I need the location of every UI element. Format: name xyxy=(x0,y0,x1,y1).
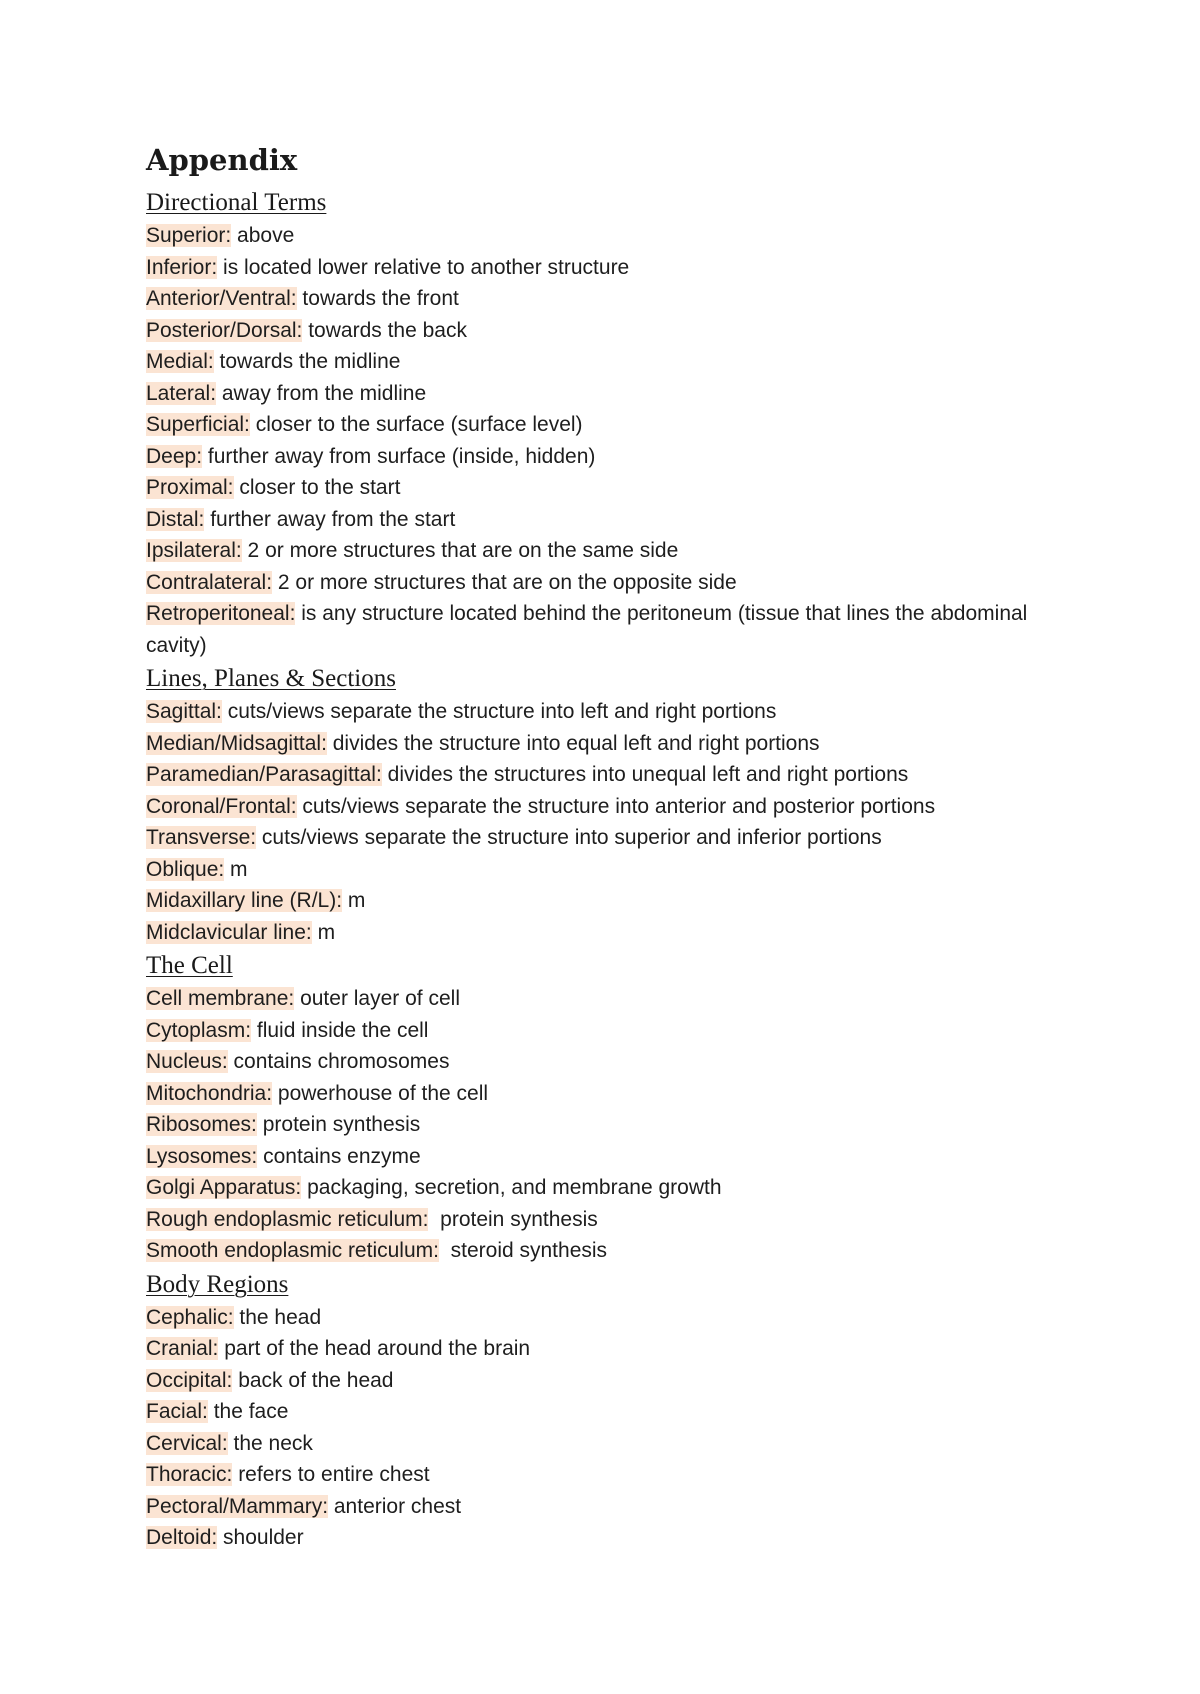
glossary-entry xyxy=(146,854,1046,886)
sections-container xyxy=(146,186,1046,1554)
glossary-entry xyxy=(146,728,1046,760)
glossary-term: Sagittal: xyxy=(146,700,222,723)
glossary-definition: contains enzyme xyxy=(257,1144,421,1168)
glossary-definition: further away from surface (inside, hidden) xyxy=(202,444,596,468)
glossary-definition: powerhouse of the cell xyxy=(272,1081,489,1105)
glossary-entry xyxy=(146,1109,1046,1141)
glossary-term: Transverse: xyxy=(146,826,257,849)
glossary-entry xyxy=(146,983,1046,1015)
glossary-term: Inferior: xyxy=(146,255,218,279)
glossary-term: Superior: xyxy=(146,224,232,247)
glossary-entry xyxy=(146,1491,1046,1523)
glossary-definition: 2 or more structures that are on the opposite side xyxy=(272,570,737,594)
glossary-entry xyxy=(146,1333,1046,1365)
glossary-term: Golgi Apparatus: xyxy=(146,1176,302,1199)
document-page xyxy=(146,140,1046,1554)
glossary-entry xyxy=(146,696,1046,728)
glossary-entry xyxy=(146,917,1046,949)
glossary-term: Midaxillary line (R/L): xyxy=(146,889,343,912)
glossary-entry xyxy=(146,1459,1046,1491)
glossary-definition: back of the head xyxy=(232,1368,394,1392)
glossary-entry xyxy=(146,1078,1046,1110)
glossary-entry xyxy=(146,1046,1046,1078)
glossary-definition: towards the back xyxy=(302,318,467,342)
glossary-term: Nucleus: xyxy=(146,1050,228,1073)
glossary-entry xyxy=(146,346,1046,378)
glossary-definition: protein synthesis xyxy=(256,1113,421,1136)
glossary-definition: away from the midline xyxy=(216,381,427,405)
glossary-definition: towards the front xyxy=(296,287,459,310)
glossary-definition: above xyxy=(231,224,295,247)
glossary-definition: anterior chest xyxy=(328,1494,462,1518)
glossary-term: Anterior/Ventral: xyxy=(146,287,297,310)
glossary-term: Lysosomes: xyxy=(146,1144,258,1168)
glossary-entry xyxy=(146,504,1046,536)
glossary-definition: closer to the surface (surface level) xyxy=(249,413,583,436)
section xyxy=(146,662,1046,948)
glossary-entry xyxy=(146,1204,1046,1236)
glossary-term: Cervical: xyxy=(146,1431,228,1455)
glossary-definition: the head xyxy=(233,1305,322,1329)
glossary-entry xyxy=(146,567,1046,599)
glossary-term: Thoracic: xyxy=(146,1463,233,1486)
glossary-definition: refers to entire chest xyxy=(232,1463,430,1486)
glossary-definition: 2 or more structures that are on the same side xyxy=(241,539,679,562)
glossary-entry xyxy=(146,220,1046,252)
glossary-definition: further away from the start xyxy=(204,507,456,531)
glossary-term: Mitochondria: xyxy=(146,1081,273,1105)
glossary-entry xyxy=(146,1015,1046,1047)
glossary-term: Facial: xyxy=(146,1400,208,1423)
section xyxy=(146,1268,1046,1554)
glossary-entry xyxy=(146,1396,1046,1428)
glossary-term: Cranial: xyxy=(146,1337,219,1360)
glossary-definition: fluid inside the cell xyxy=(251,1018,429,1042)
glossary-entry xyxy=(146,598,1046,661)
glossary-definition: towards the midline xyxy=(213,350,401,373)
glossary-entry xyxy=(146,535,1046,567)
glossary-term: Occipital: xyxy=(146,1368,233,1392)
glossary-definition: m xyxy=(311,920,336,944)
glossary-definition: contains chromosomes xyxy=(227,1050,450,1073)
glossary-entry xyxy=(146,283,1046,315)
section xyxy=(146,949,1046,1267)
glossary-term: Cell membrane: xyxy=(146,987,295,1010)
glossary-term: Superficial: xyxy=(146,413,250,436)
glossary-term: Deep: xyxy=(146,444,203,468)
section-heading: Body Regions xyxy=(146,1270,289,1298)
glossary-term: Ipsilateral: xyxy=(146,539,242,562)
glossary-definition: protein synthesis xyxy=(428,1207,598,1231)
glossary-term: Pectoral/Mammary: xyxy=(146,1494,329,1518)
section xyxy=(146,186,1046,661)
glossary-definition: packaging, secretion, and membrane growth xyxy=(301,1176,722,1199)
glossary-entry xyxy=(146,1522,1046,1554)
glossary-definition: shoulder xyxy=(217,1526,304,1549)
glossary-definition: the neck xyxy=(227,1431,313,1455)
glossary-entry xyxy=(146,315,1046,347)
glossary-term: Ribosomes: xyxy=(146,1113,257,1136)
glossary-term: Median/Midsagittal: xyxy=(146,731,327,755)
glossary-entry xyxy=(146,378,1046,410)
glossary-definition: steroid synthesis xyxy=(438,1239,608,1262)
glossary-definition: m xyxy=(224,857,248,881)
glossary-entry xyxy=(146,409,1046,441)
glossary-definition: cuts/views separate the structure into superior and inferior portions xyxy=(256,826,882,849)
glossary-entry xyxy=(146,885,1046,917)
glossary-entry xyxy=(146,441,1046,473)
glossary-entry xyxy=(146,822,1046,854)
glossary-term: Retroperitoneal: xyxy=(146,602,296,625)
glossary-term: Paramedian/Parasagittal: xyxy=(146,763,382,786)
section-heading: The Cell xyxy=(146,952,233,979)
glossary-definition: outer layer of cell xyxy=(294,987,460,1010)
section-heading: Lines, Planes & Sections xyxy=(146,665,396,692)
glossary-term: Posterior/Dorsal: xyxy=(146,318,303,342)
glossary-term: Midclavicular line: xyxy=(146,920,312,944)
glossary-term: Oblique: xyxy=(146,857,225,881)
glossary-definition: cuts/views separate the structure into left and right portions xyxy=(221,700,777,723)
glossary-definition: divides the structure into equal left and right portions xyxy=(326,731,820,755)
glossary-entry xyxy=(146,759,1046,791)
glossary-definition: is any structure located behind the peritoneum (tissue that lines the abdominal cavity) xyxy=(146,602,1034,657)
glossary-definition: is located lower relative to another structure xyxy=(217,255,630,279)
glossary-term: Cephalic: xyxy=(146,1305,234,1329)
section-heading: Directional Terms xyxy=(146,189,327,216)
glossary-entry xyxy=(146,1302,1046,1334)
glossary-definition: divides the structures into unequal left and right portions xyxy=(381,763,909,786)
glossary-term: Cytoplasm: xyxy=(146,1018,252,1042)
glossary-term: Proximal: xyxy=(146,476,234,499)
glossary-entry xyxy=(146,1365,1046,1397)
glossary-definition: closer to the start xyxy=(233,476,401,499)
glossary-entry xyxy=(146,1235,1046,1267)
page-title: Appendix xyxy=(146,143,298,177)
glossary-definition: the face xyxy=(207,1400,289,1423)
glossary-definition: m xyxy=(342,889,366,912)
glossary-term: Distal: xyxy=(146,507,205,531)
glossary-term: Lateral: xyxy=(146,381,217,405)
glossary-entry xyxy=(146,1428,1046,1460)
glossary-term: Coronal/Frontal: xyxy=(146,794,297,818)
glossary-entry xyxy=(146,1141,1046,1173)
glossary-entry xyxy=(146,472,1046,504)
glossary-entry xyxy=(146,791,1046,823)
glossary-entry xyxy=(146,1172,1046,1204)
glossary-term: Rough endoplasmic reticulum: xyxy=(146,1207,429,1231)
glossary-term: Contralateral: xyxy=(146,570,273,594)
glossary-term: Medial: xyxy=(146,350,214,373)
glossary-term: Deltoid: xyxy=(146,1526,218,1549)
glossary-entry xyxy=(146,252,1046,284)
glossary-definition: cuts/views separate the structure into anterior and posterior portions xyxy=(296,794,936,818)
glossary-term: Smooth endoplasmic reticulum: xyxy=(146,1239,439,1262)
glossary-definition: part of the head around the brain xyxy=(218,1337,531,1360)
